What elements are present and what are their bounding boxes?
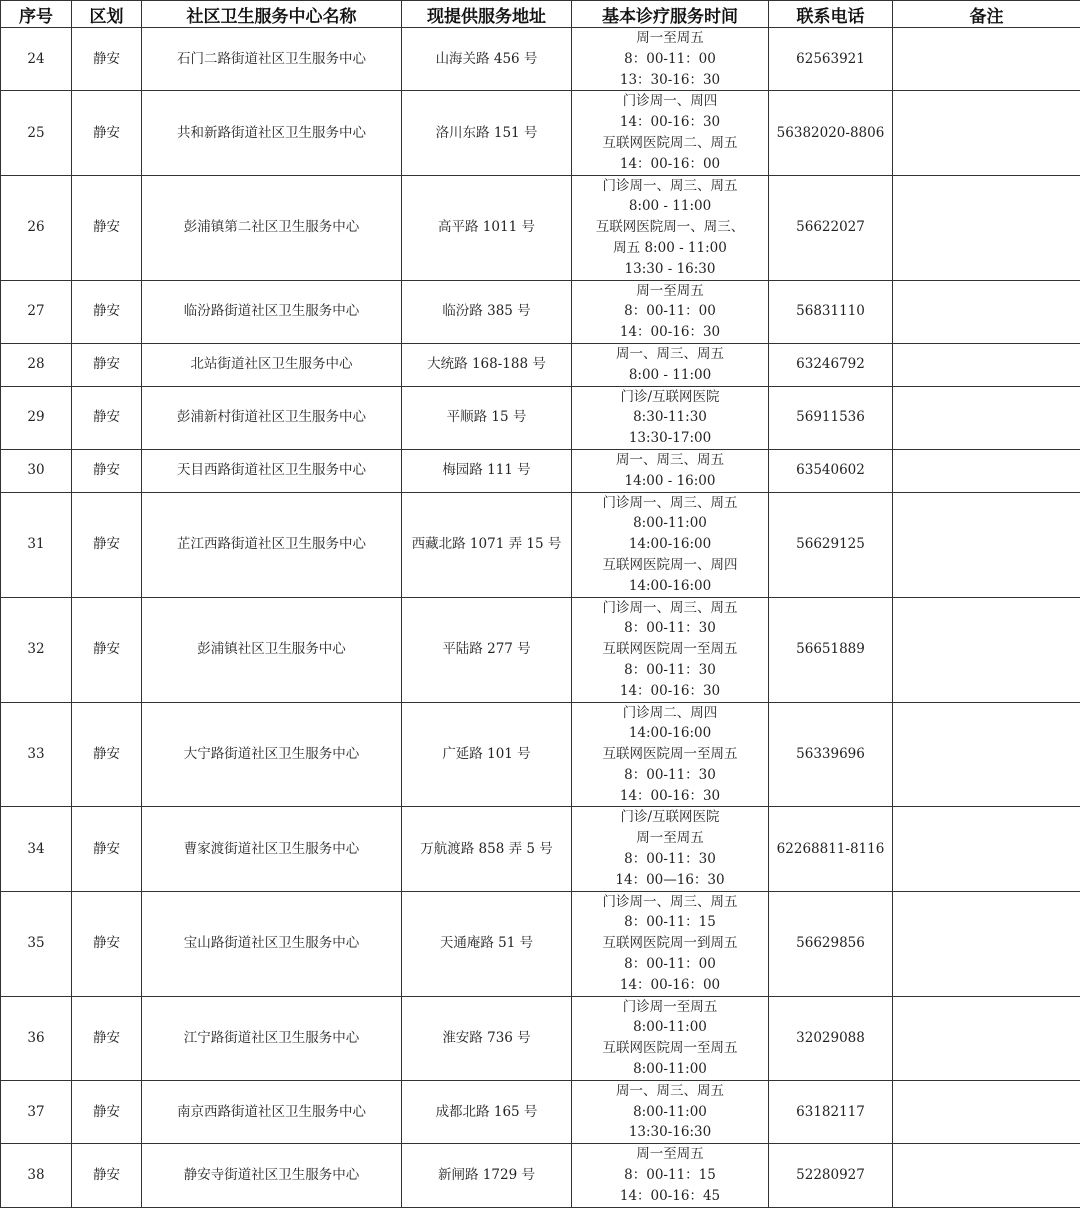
cell-center-name — [142, 597, 402, 702]
cell-phone — [769, 280, 893, 343]
cell-district-text: 静安 — [93, 51, 120, 67]
hours-line: 14:00-16:00 — [574, 534, 766, 555]
header-district: 区划 — [72, 1, 142, 28]
hours-line: 14：00-16：30 — [574, 112, 766, 133]
cell-center-name — [142, 449, 402, 492]
cell-service-hours — [572, 807, 769, 891]
table-row — [1, 343, 1080, 386]
cell-center-name-text: 南京西路街道社区卫生服务中心 — [177, 1104, 366, 1120]
hours-line: 互联网医院周一、周四 — [574, 555, 766, 576]
cell-note — [893, 597, 1080, 702]
table-row — [1, 996, 1080, 1080]
cell-center-name — [142, 807, 402, 891]
hours-line: 13:30-17:00 — [574, 428, 766, 449]
cell-note — [893, 28, 1080, 91]
cell-district-text: 静安 — [93, 409, 120, 425]
table-row — [1, 597, 1080, 702]
cell-no-text: 38 — [27, 1167, 44, 1183]
cell-district — [72, 91, 142, 175]
cell-center-name — [142, 91, 402, 175]
header-service-hours: 基本诊疗服务时间 — [572, 1, 769, 28]
cell-phone-text: 56339696 — [796, 746, 865, 762]
cell-center-name-text: 芷江西路街道社区卫生服务中心 — [177, 536, 366, 552]
cell-no-text: 32 — [27, 641, 44, 657]
cell-service-hours — [572, 891, 769, 996]
header-center-name: 社区卫生服务中心名称 — [142, 1, 402, 28]
cell-phone — [769, 386, 893, 449]
cell-center-name-text: 北站街道社区卫生服务中心 — [191, 356, 353, 372]
cell-address-text: 新闸路 1729 号 — [438, 1167, 535, 1183]
cell-no — [1, 1144, 72, 1207]
cell-no-text: 31 — [27, 536, 44, 552]
cell-phone — [769, 28, 893, 91]
cell-phone — [769, 996, 893, 1080]
cell-address — [402, 449, 572, 492]
cell-district — [72, 996, 142, 1080]
cell-address — [402, 280, 572, 343]
cell-no — [1, 807, 72, 891]
cell-no-text: 24 — [27, 51, 44, 67]
cell-no-text: 27 — [27, 303, 44, 319]
hours-line: 8：00-11：00 — [574, 49, 766, 70]
cell-center-name — [142, 386, 402, 449]
cell-no-text: 25 — [27, 125, 44, 141]
hours-line: 门诊周一、周三、周五 — [574, 176, 766, 197]
cell-note — [893, 702, 1080, 807]
table-row — [1, 492, 1080, 597]
cell-district-text: 静安 — [93, 303, 120, 319]
cell-center-name-text: 彭浦镇社区卫生服务中心 — [197, 641, 346, 657]
hours-line: 8：00-11：15 — [574, 1165, 766, 1186]
cell-district-text: 静安 — [93, 1104, 120, 1120]
cell-phone-text: 56629125 — [796, 536, 865, 552]
hours-line: 8：00-11：30 — [574, 618, 766, 639]
cell-center-name-text: 临汾路街道社区卫生服务中心 — [184, 303, 360, 319]
hours-line: 周五 8:00 - 11:00 — [574, 238, 766, 259]
cell-district-text: 静安 — [93, 219, 120, 235]
table-row — [1, 891, 1080, 996]
cell-center-name — [142, 891, 402, 996]
cell-address-text: 高平路 1011 号 — [438, 219, 535, 235]
cell-no-text: 36 — [27, 1030, 44, 1046]
cell-district-text: 静安 — [93, 641, 120, 657]
cell-no — [1, 386, 72, 449]
cell-no-text: 33 — [27, 746, 44, 762]
hours-line: 8:00-11:00 — [574, 513, 766, 534]
hours-line: 8：00-11：00 — [574, 954, 766, 975]
cell-center-name — [142, 1144, 402, 1207]
cell-district — [72, 28, 142, 91]
cell-no-text: 28 — [27, 356, 44, 372]
cell-district — [72, 891, 142, 996]
cell-phone-text: 52280927 — [796, 1167, 865, 1183]
table-row — [1, 386, 1080, 449]
cell-service-hours — [572, 280, 769, 343]
cell-note — [893, 492, 1080, 597]
cell-note — [893, 386, 1080, 449]
hours-line: 互联网医院周一至周五 — [574, 639, 766, 660]
header-row — [1, 1, 1080, 28]
cell-note — [893, 996, 1080, 1080]
cell-no — [1, 343, 72, 386]
cell-district — [72, 1080, 142, 1143]
cell-district-text: 静安 — [93, 935, 120, 951]
cell-address-text: 万航渡路 858 弄 5 号 — [420, 841, 553, 857]
hours-line: 周一至周五 — [574, 281, 766, 302]
cell-district-text: 静安 — [93, 462, 120, 478]
cell-service-hours — [572, 996, 769, 1080]
cell-center-name — [142, 343, 402, 386]
cell-phone-text: 63540602 — [796, 462, 865, 478]
cell-phone-text: 56629856 — [796, 935, 865, 951]
cell-district — [72, 492, 142, 597]
cell-service-hours — [572, 343, 769, 386]
cell-phone-text: 56831110 — [796, 303, 865, 319]
cell-address-text: 平顺路 15 号 — [447, 409, 527, 425]
cell-center-name-text: 共和新路街道社区卫生服务中心 — [177, 125, 366, 141]
hours-line: 互联网医院周一至周五 — [574, 1038, 766, 1059]
table-row — [1, 702, 1080, 807]
cell-note — [893, 175, 1080, 280]
hours-line: 14：00-16：30 — [574, 322, 766, 343]
hours-line: 周一、周三、周五 — [574, 344, 766, 365]
cell-center-name — [142, 702, 402, 807]
cell-no-text: 34 — [27, 841, 44, 857]
hours-line: 周一至周五 — [574, 1144, 766, 1165]
cell-no — [1, 492, 72, 597]
cell-service-hours — [572, 1080, 769, 1143]
cell-district — [72, 597, 142, 702]
cell-center-name-text: 天目西路街道社区卫生服务中心 — [177, 462, 366, 478]
cell-center-name-text: 石门二路街道社区卫生服务中心 — [177, 51, 366, 67]
cell-phone — [769, 175, 893, 280]
hours-line: 门诊周一、周三、周五 — [574, 493, 766, 514]
table-row — [1, 1144, 1080, 1207]
cell-phone-text: 62268811-8116 — [777, 841, 885, 857]
hours-line: 周一、周三、周五 — [574, 1081, 766, 1102]
hours-line: 互联网医院周二、周五 — [574, 133, 766, 154]
cell-address-text: 西藏北路 1071 弄 15 号 — [412, 536, 562, 552]
cell-no-text: 37 — [27, 1104, 44, 1120]
cell-phone — [769, 807, 893, 891]
cell-note — [893, 1144, 1080, 1207]
cell-no — [1, 891, 72, 996]
hours-line: 互联网医院周一到周五 — [574, 933, 766, 954]
cell-service-hours — [572, 597, 769, 702]
hours-line: 周一至周五 — [574, 828, 766, 849]
hours-line: 周一、周三、周五 — [574, 450, 766, 471]
cell-service-hours — [572, 492, 769, 597]
cell-service-hours — [572, 175, 769, 280]
cell-phone — [769, 449, 893, 492]
cell-address-text: 临汾路 385 号 — [442, 303, 530, 319]
hours-line: 8：00-11：30 — [574, 765, 766, 786]
cell-district — [72, 386, 142, 449]
cell-no — [1, 702, 72, 807]
cell-phone-text: 62563921 — [796, 51, 865, 67]
cell-center-name — [142, 492, 402, 597]
header-note: 备注 — [893, 1, 1080, 28]
cell-phone-text: 56651889 — [796, 641, 865, 657]
hours-line: 8:00-11:00 — [574, 1017, 766, 1038]
cell-address — [402, 28, 572, 91]
cell-district-text: 静安 — [93, 1167, 120, 1183]
cell-phone-text: 63246792 — [796, 356, 865, 372]
hours-line: 14：00-16：00 — [574, 975, 766, 996]
table-row — [1, 91, 1080, 175]
hours-line: 8:00-11:00 — [574, 1059, 766, 1080]
cell-address-text: 大统路 168-188 号 — [427, 356, 546, 372]
cell-address — [402, 1144, 572, 1207]
cell-phone-text: 63182117 — [796, 1104, 865, 1120]
cell-note — [893, 891, 1080, 996]
hours-line: 14:00-16:00 — [574, 576, 766, 597]
cell-phone — [769, 343, 893, 386]
hours-line: 门诊周一、周三、周五 — [574, 598, 766, 619]
table-row — [1, 280, 1080, 343]
cell-no — [1, 91, 72, 175]
hours-line: 门诊周一、周四 — [574, 91, 766, 112]
cell-district-text: 静安 — [93, 1030, 120, 1046]
cell-phone-text: 56622027 — [796, 219, 865, 235]
hours-line: 互联网医院周一至周五 — [574, 744, 766, 765]
cell-district — [72, 280, 142, 343]
cell-center-name-text: 静安寺街道社区卫生服务中心 — [184, 1167, 360, 1183]
table-row — [1, 449, 1080, 492]
hours-line: 14：00-16：45 — [574, 1186, 766, 1207]
cell-address — [402, 597, 572, 702]
cell-center-name — [142, 1080, 402, 1143]
hours-line: 13：30-16：30 — [574, 70, 766, 91]
cell-address-text: 梅园路 111 号 — [442, 462, 530, 478]
cell-address — [402, 1080, 572, 1143]
hours-line: 14：00-16：30 — [574, 681, 766, 702]
cell-service-hours — [572, 386, 769, 449]
cell-address — [402, 807, 572, 891]
hours-line: 8：00-11：30 — [574, 849, 766, 870]
cell-district — [72, 175, 142, 280]
cell-address — [402, 492, 572, 597]
cell-phone — [769, 1080, 893, 1143]
cell-service-hours — [572, 28, 769, 91]
cell-district-text: 静安 — [93, 125, 120, 141]
cell-no-text: 29 — [27, 409, 44, 425]
hours-line: 8:30-11:30 — [574, 407, 766, 428]
cell-address-text: 平陆路 277 号 — [442, 641, 530, 657]
cell-phone — [769, 492, 893, 597]
hours-line: 8：00-11：00 — [574, 301, 766, 322]
hours-line: 13:30 - 16:30 — [574, 259, 766, 280]
cell-district — [72, 807, 142, 891]
cell-note — [893, 449, 1080, 492]
hours-line: 周一至周五 — [574, 28, 766, 49]
cell-address-text: 山海关路 456 号 — [436, 51, 538, 67]
hours-line: 8:00-11:00 — [574, 1102, 766, 1123]
cell-service-hours — [572, 702, 769, 807]
cell-phone — [769, 702, 893, 807]
cell-phone-text: 56382020-8806 — [777, 125, 885, 141]
cell-no-text: 26 — [27, 219, 44, 235]
cell-district-text: 静安 — [93, 356, 120, 372]
cell-note — [893, 1080, 1080, 1143]
table-body — [1, 28, 1080, 1208]
cell-phone — [769, 1144, 893, 1207]
cell-no — [1, 597, 72, 702]
cell-no-text: 30 — [27, 462, 44, 478]
hours-line: 14：00-16：00 — [574, 154, 766, 175]
cell-address-text: 广延路 101 号 — [442, 746, 530, 762]
hours-line: 门诊/互联网医院 — [574, 807, 766, 828]
table-row — [1, 28, 1080, 91]
table-row — [1, 175, 1080, 280]
hours-line: 门诊周二、周四 — [574, 703, 766, 724]
cell-service-hours — [572, 1144, 769, 1207]
cell-address — [402, 996, 572, 1080]
cell-district-text: 静安 — [93, 536, 120, 552]
cell-no — [1, 1080, 72, 1143]
cell-address — [402, 343, 572, 386]
cell-district — [72, 343, 142, 386]
cell-service-hours — [572, 449, 769, 492]
cell-no — [1, 996, 72, 1080]
header-phone: 联系电话 — [769, 1, 893, 28]
cell-address — [402, 91, 572, 175]
cell-center-name — [142, 175, 402, 280]
cell-phone-text: 56911536 — [796, 409, 865, 425]
hours-line: 8：00-11：30 — [574, 660, 766, 681]
cell-center-name-text: 曹家渡街道社区卫生服务中心 — [184, 841, 360, 857]
table-row — [1, 807, 1080, 891]
cell-center-name-text: 大宁路街道社区卫生服务中心 — [184, 746, 360, 762]
cell-phone-text: 32029088 — [796, 1030, 865, 1046]
cell-phone — [769, 891, 893, 996]
cell-address-text: 洛川东路 151 号 — [436, 125, 538, 141]
cell-district — [72, 1144, 142, 1207]
cell-phone — [769, 597, 893, 702]
header-address: 现提供服务地址 — [402, 1, 572, 28]
cell-no-text: 35 — [27, 935, 44, 951]
header-no: 序号 — [1, 1, 72, 28]
hours-line: 8：00-11：15 — [574, 912, 766, 933]
hours-line: 8:00 - 11:00 — [574, 365, 766, 386]
cell-district-text: 静安 — [93, 841, 120, 857]
hours-line: 门诊周一至周五 — [574, 997, 766, 1018]
cell-no — [1, 28, 72, 91]
hours-line: 互联网医院周一、周三、 — [574, 217, 766, 238]
hours-line: 14：00—16：30 — [574, 870, 766, 891]
cell-note — [893, 91, 1080, 175]
cell-note — [893, 807, 1080, 891]
cell-address — [402, 175, 572, 280]
table-header — [1, 1, 1080, 28]
cell-center-name — [142, 280, 402, 343]
hours-line: 门诊/互联网医院 — [574, 387, 766, 408]
cell-note — [893, 280, 1080, 343]
cell-center-name-text: 江宁路街道社区卫生服务中心 — [184, 1030, 360, 1046]
cell-district-text: 静安 — [93, 746, 120, 762]
cell-address-text: 成都北路 165 号 — [436, 1104, 538, 1120]
cell-address — [402, 891, 572, 996]
cell-no — [1, 280, 72, 343]
cell-service-hours — [572, 91, 769, 175]
hours-line: 13:30-16:30 — [574, 1122, 766, 1143]
cell-center-name-text: 宝山路街道社区卫生服务中心 — [184, 935, 360, 951]
cell-district — [72, 702, 142, 807]
cell-note — [893, 343, 1080, 386]
cell-center-name-text: 彭浦新村街道社区卫生服务中心 — [177, 409, 366, 425]
cell-center-name — [142, 996, 402, 1080]
cell-address-text: 天通庵路 51 号 — [440, 935, 533, 951]
cell-center-name-text: 彭浦镇第二社区卫生服务中心 — [184, 219, 360, 235]
hours-line: 14：00-16：30 — [574, 786, 766, 807]
hours-line: 门诊周一、周三、周五 — [574, 892, 766, 913]
cell-address-text: 淮安路 736 号 — [442, 1030, 530, 1046]
table-row — [1, 1080, 1080, 1143]
cell-address — [402, 386, 572, 449]
cell-no — [1, 449, 72, 492]
hours-line: 14:00 - 16:00 — [574, 471, 766, 492]
cell-center-name — [142, 28, 402, 91]
cell-phone — [769, 91, 893, 175]
cell-no — [1, 175, 72, 280]
hours-line: 14:00-16:00 — [574, 723, 766, 744]
cell-address — [402, 702, 572, 807]
hours-line: 8:00 - 11:00 — [574, 196, 766, 217]
cell-district — [72, 449, 142, 492]
